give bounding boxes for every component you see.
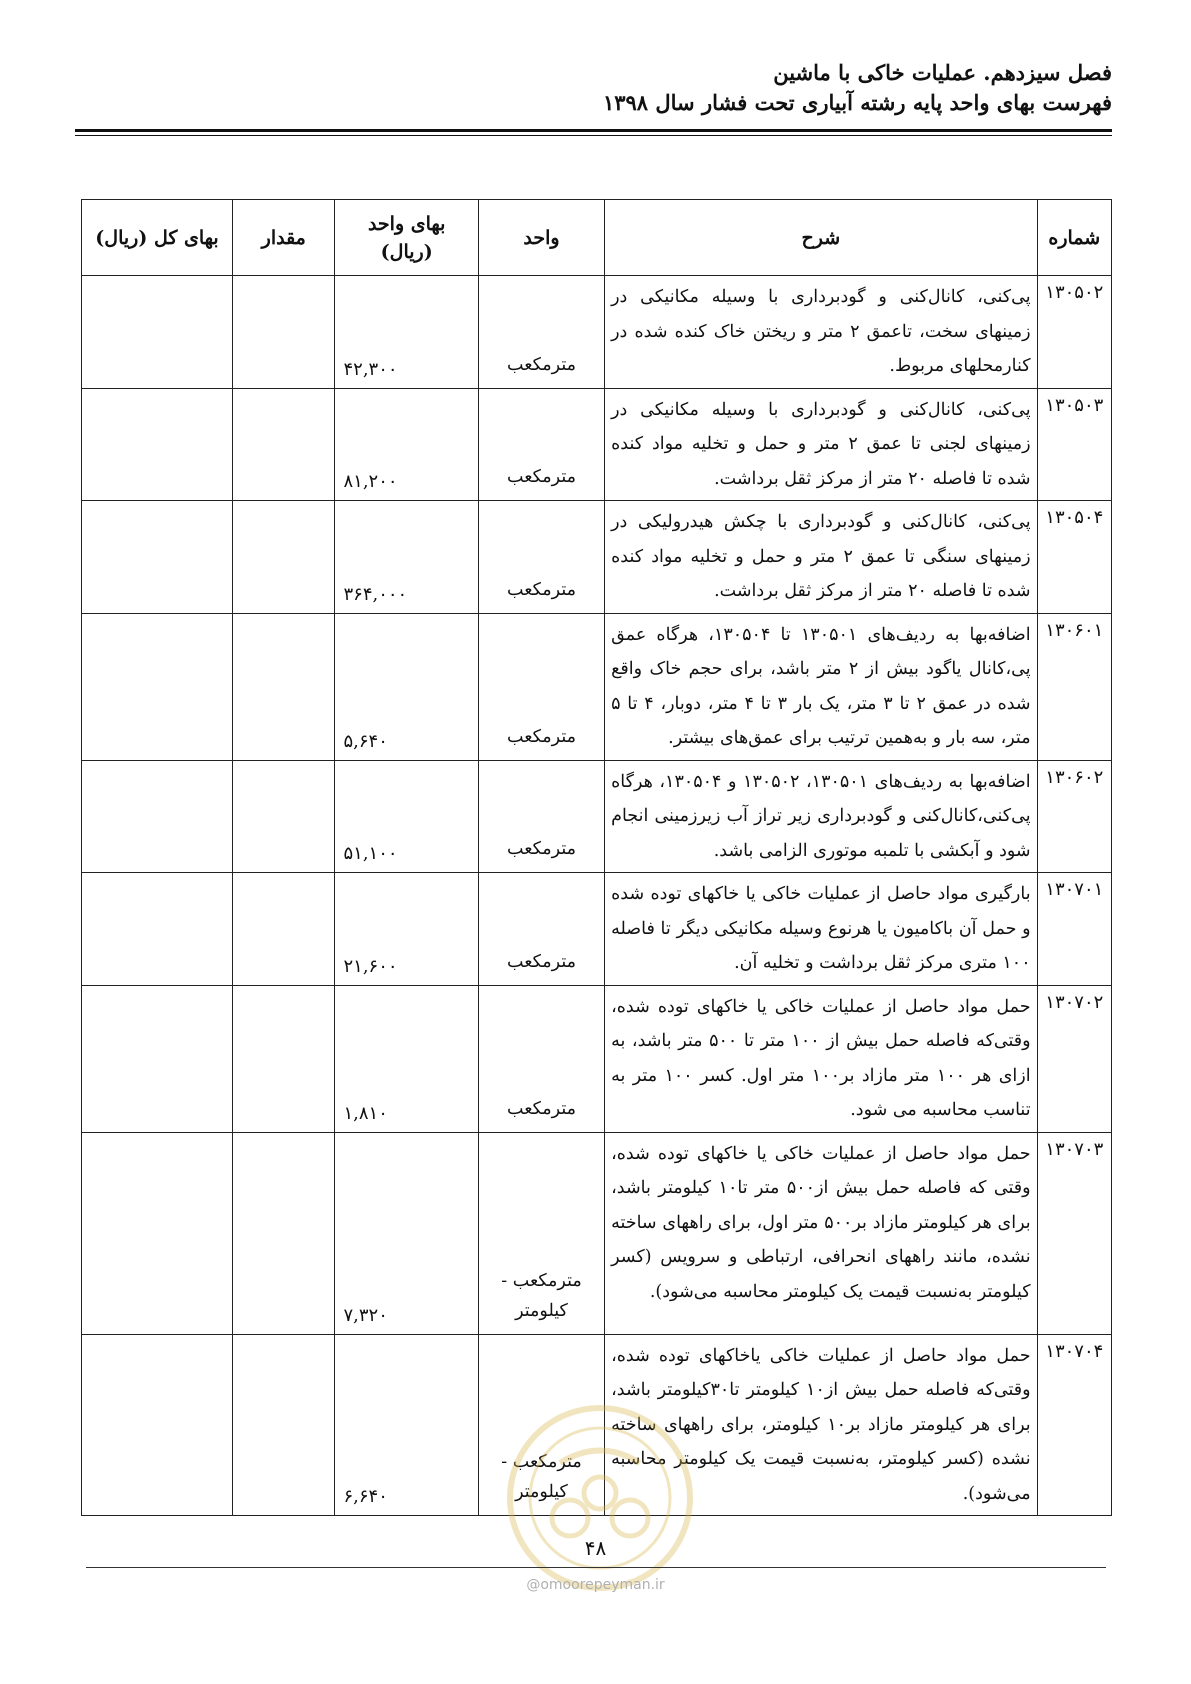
- header-unit-price-currency: (ریال): [380, 240, 433, 263]
- header-rule-thin: [75, 135, 1112, 136]
- row-code: ۱۳۰۵۰۳: [1037, 388, 1111, 501]
- row-total: [82, 613, 233, 760]
- header-unit: واحد: [478, 200, 604, 276]
- row-quantity: [233, 613, 335, 760]
- row-unit-price: ۱,۸۱۰: [335, 985, 478, 1132]
- row-unit: مترمکعب: [478, 760, 604, 873]
- row-quantity: [233, 388, 335, 501]
- row-description: حمل مواد حاصل از عملیات خاکی یاخاکهای توده شده، وقتی‌که فاصله حمل بیش از۱۰ کیلومتر تا۳۰کیلومتر باشد، برای هر کیلومتر مازاد بر۱۰ کیلومتر، برای راههای ساخته نشده (کسر کیلومتر، به‌نسبت قیمت یک کیلومتر محاسبه می‌شود).: [605, 1334, 1037, 1516]
- row-code: ۱۳۰۵۰۴: [1037, 501, 1111, 614]
- table-row: [82, 760, 1112, 873]
- row-description: حمل مواد حاصل از عملیات خاکی یا خاکهای توده شده، وقتی که فاصله حمل بیش از۵۰۰ متر تا۱۰ کیلومتر باشد، برای هر کیلومتر مازاد بر۵۰۰ متر اول، برای راههای ساخته نشده، مانند راههای انحرافی، ارتباطی و سرویس (کسر کیلومتر به‌نسبت قیمت یک کیلومتر محاسبه می‌شود).: [605, 1132, 1037, 1334]
- header-unit-price: [335, 200, 478, 276]
- table-row: [82, 873, 1112, 986]
- header-description: شرح: [605, 200, 1037, 276]
- row-description: پی‌کنی، کانال‌کنی و گودبرداری با وسیله مکانیکی در زمینهای لجنی تا عمق ۲ متر و حمل و تخلیه مواد کنده شده تا فاصله ۲۰ متر از مرکز ثقل برداشت.: [605, 388, 1037, 501]
- row-code: ۱۳۰۷۰۲: [1037, 985, 1111, 1132]
- row-quantity: [233, 1132, 335, 1334]
- row-unit-price: ۷,۳۲۰: [335, 1132, 478, 1334]
- row-unit-price: ۶,۶۴۰: [335, 1334, 478, 1516]
- row-description: پی‌کنی، کانال‌کنی و گودبرداری با چکش هیدرولیکی در زمینهای سنگی تا عمق ۲ متر و حمل و تخلیه مواد کنده شده تا فاصله ۲۰ متر از مرکز ثقل برداشت.: [605, 501, 1037, 614]
- header-rule-thick: [75, 129, 1112, 132]
- row-code: ۱۳۰۷۰۴: [1037, 1334, 1111, 1516]
- table-row: [82, 388, 1112, 501]
- row-unit-price: ۴۲,۳۰۰: [335, 276, 478, 389]
- row-unit: مترمکعب: [478, 388, 604, 501]
- row-quantity: [233, 276, 335, 389]
- row-code: ۱۳۰۶۰۲: [1037, 760, 1111, 873]
- row-total: [82, 276, 233, 389]
- row-total: [82, 1132, 233, 1334]
- row-total: [82, 985, 233, 1132]
- row-unit-price: ۵,۶۴۰: [335, 613, 478, 760]
- row-total: [82, 873, 233, 986]
- row-total: [82, 501, 233, 614]
- row-total: [82, 1334, 233, 1516]
- row-description: اضافه‌بها به ردیف‌های ۱۳۰۵۰۱، ۱۳۰۵۰۲ و ۱۳۰۵۰۴، هرگاه پی‌کنی،کانال‌کنی و گودبرداری زیر تراز آب زیرزمینی انجام شود و آبکشی با تلمبه موتوری الزامی باشد.: [605, 760, 1037, 873]
- row-unit: مترمکعب: [478, 501, 604, 614]
- row-code: ۱۳۰۵۰۲: [1037, 276, 1111, 389]
- table-header-row: [82, 200, 1112, 276]
- table-row: [82, 1132, 1112, 1334]
- header-total: بهای کل (ریال): [82, 200, 233, 276]
- header-quantity: مقدار: [233, 200, 335, 276]
- row-code: ۱۳۰۶۰۱: [1037, 613, 1111, 760]
- chapter-title: فصل سیزدهم. عملیات خاکی با ماشین: [773, 60, 1112, 85]
- row-quantity: [233, 985, 335, 1132]
- row-code: ۱۳۰۷۰۱: [1037, 873, 1111, 986]
- footer-rule: [86, 1567, 1106, 1568]
- row-total: [82, 388, 233, 501]
- table-row: [82, 501, 1112, 614]
- row-quantity: [233, 873, 335, 986]
- header-number: شماره: [1037, 200, 1111, 276]
- row-quantity: [233, 760, 335, 873]
- price-list-table: [81, 199, 1112, 1516]
- footer-website: @omoorepeyman.ir: [526, 1577, 665, 1593]
- row-unit-price: ۲۱,۶۰۰: [335, 873, 478, 986]
- row-description: حمل مواد حاصل از عملیات خاکی یا خاکهای توده شده، وقتی‌که فاصله حمل بیش از ۱۰۰ متر تا ۵۰۰ متر باشد، به ازای هر ۱۰۰ متر مازاد بر۱۰۰ متر اول. کسر ۱۰۰ متر به تناسب محاسبه می شود.: [605, 985, 1037, 1132]
- row-unit: مترمکعب: [478, 985, 604, 1132]
- page-number: ۴۸: [584, 1536, 607, 1560]
- row-unit: مترمکعب: [478, 276, 604, 389]
- row-unit: مترمکعب - کیلومتر: [478, 1132, 604, 1334]
- row-unit-price: ۸۱,۲۰۰: [335, 388, 478, 501]
- row-unit: مترمکعب - کیلومتر: [478, 1334, 604, 1516]
- row-description: پی‌کنی، کانال‌کنی و گودبرداری با وسیله مکانیکی در زمینهای سخت، تاعمق ۲ متر و ریختن خاک کنده شده در کنارمحلهای مربوط.: [605, 276, 1037, 389]
- row-quantity: [233, 501, 335, 614]
- book-title: فهرست بهای واحد پایه رشته آبیاری تحت فشار سال ۱۳۹۸: [602, 90, 1112, 115]
- row-code: ۱۳۰۷۰۳: [1037, 1132, 1111, 1334]
- row-unit-price: ۳۶۴,۰۰۰: [335, 501, 478, 614]
- row-quantity: [233, 1334, 335, 1516]
- row-description: اضافه‌بها به ردیف‌های ۱۳۰۵۰۱ تا ۱۳۰۵۰۴، هرگاه عمق پی،کانال یاگود بیش از ۲ متر باشد، برای حجم خاک واقع شده در عمق ۲ تا ۳ متر، یک بار ۳ تا ۴ متر، دوبار، ۴ تا ۵ متر، سه بار و به‌همین ترتیب برای عمق‌های بیشتر.: [605, 613, 1037, 760]
- row-description: بارگیری مواد حاصل از عملیات خاکی یا خاکهای توده شده و حمل آن باکامیون یا هرنوع وسیله مکانیکی دیگر تا فاصله ۱۰۰ متری مرکز ثقل برداشت و تخلیه آن.: [605, 873, 1037, 986]
- row-unit-price: ۵۱,۱۰۰: [335, 760, 478, 873]
- row-total: [82, 760, 233, 873]
- row-unit: مترمکعب: [478, 873, 604, 986]
- page-header: [82, 58, 1112, 118]
- row-unit: مترمکعب: [478, 613, 604, 760]
- table-row: [82, 985, 1112, 1132]
- watermark-seal-icon: [500, 1398, 700, 1598]
- table-row: [82, 276, 1112, 389]
- table-row: [82, 613, 1112, 760]
- header-unit-price-label: بهای واحد: [367, 212, 446, 235]
